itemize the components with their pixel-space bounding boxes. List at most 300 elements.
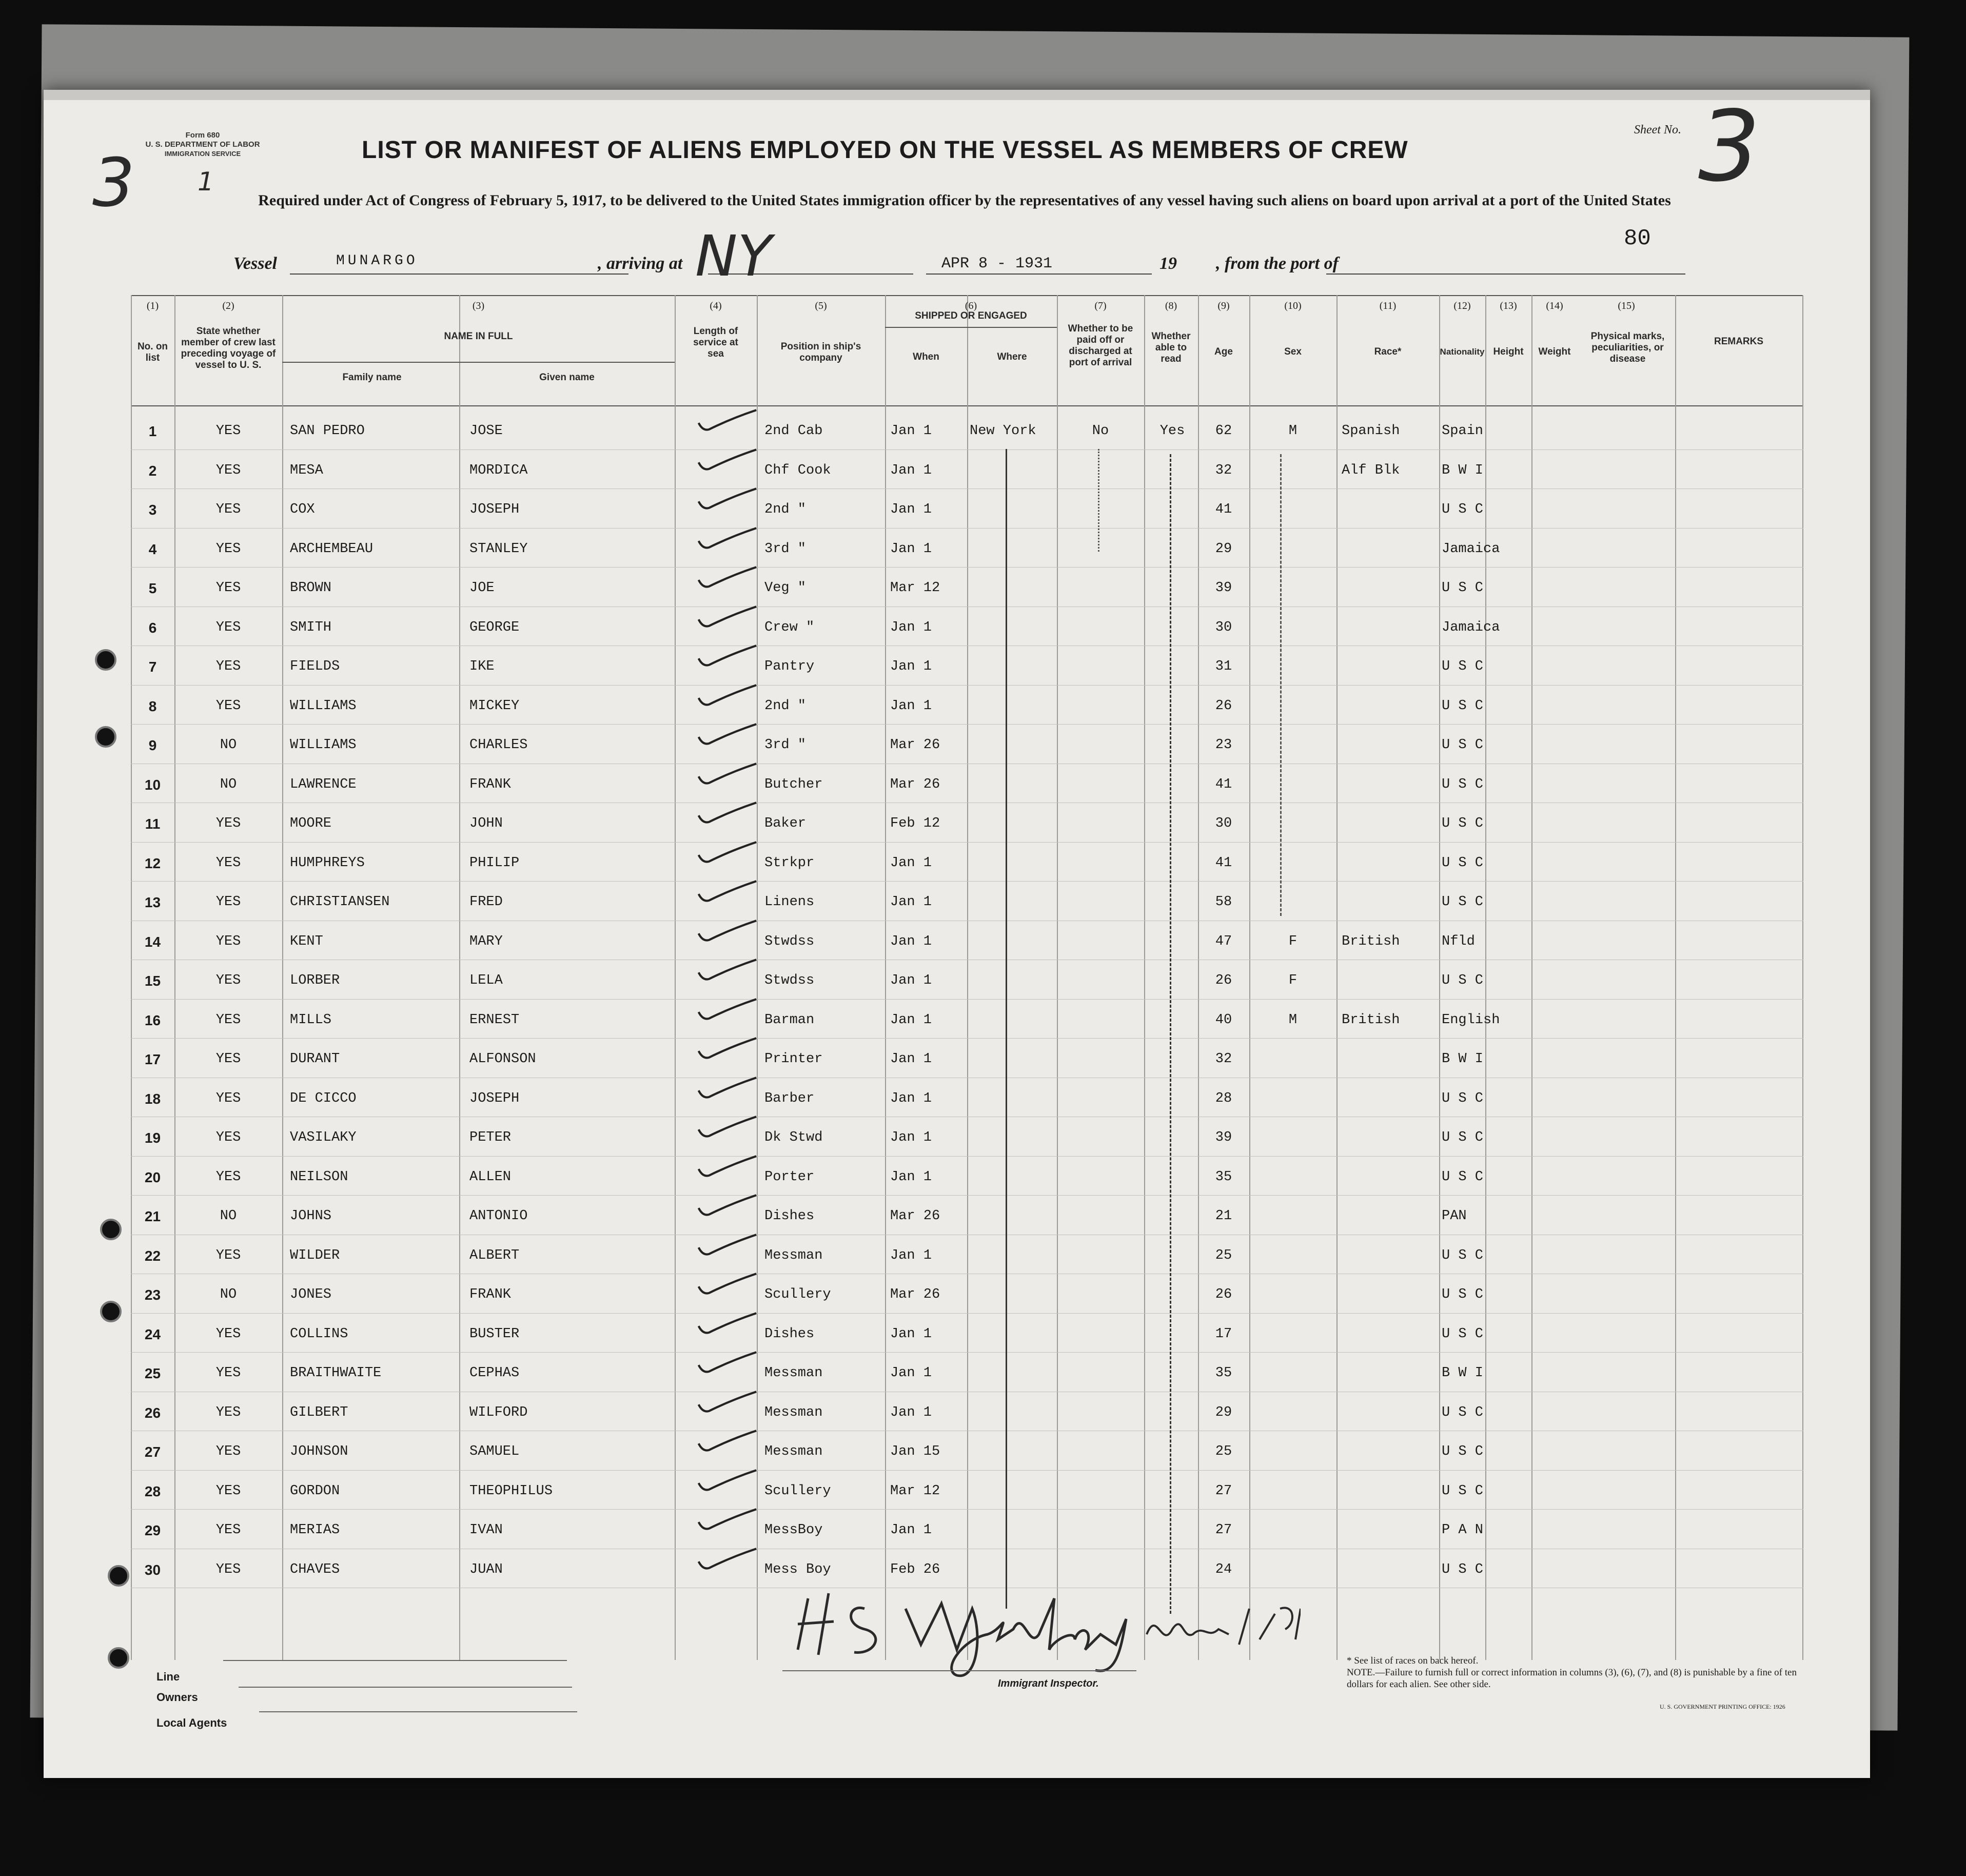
cell-family: MILLS [290,1012,332,1028]
col-num: (11) [1379,300,1397,311]
check-mark [690,1193,767,1219]
cell-no: 27 [144,1444,161,1460]
cell-no: 1 [148,423,157,439]
col-num: (12) [1453,300,1471,311]
cell-when: Jan 1 [890,1012,932,1028]
form-number: Form 680 [185,131,220,140]
check-mark [690,604,767,630]
cell-given: FRANK [469,776,512,792]
cell-family: WILLIAMS [290,737,357,753]
hdr-height: Height [1493,346,1524,357]
cell-prev: NO [220,1208,237,1224]
cell-nat: Spain [1442,423,1484,439]
cell-family: BRAITHWAITE [290,1365,382,1381]
cell-age: 26 [1215,698,1232,714]
inspector-signature [788,1578,1301,1680]
cell-family: DURANT [290,1051,340,1067]
col-rule [675,295,676,1660]
cell-given: PHILIP [469,855,520,871]
hdr-race: Race* [1374,346,1402,357]
cell-nat: U S C [1442,1326,1484,1342]
cell-age: 41 [1215,502,1232,517]
cell-prev: YES [215,933,241,949]
cell-when: Mar 12 [890,1483,940,1499]
hdr-sex: Sex [1284,346,1302,357]
arriving-label: , arriving at [598,254,683,273]
page-title: LIST OR MANIFEST OF ALIENS EMPLOYED ON THE VESSEL AS MEMBERS OF CREW [362,136,1408,164]
cell-given: CEPHAS [469,1365,520,1381]
cell-family: BROWN [290,580,332,596]
row-rule [131,1509,1803,1510]
hdr-prev-voyage: State whether member of crew last preceding voyage of vessel to U. S. [181,326,276,370]
cell-age: 27 [1215,1483,1232,1499]
cell-given: ALFONSON [469,1051,536,1067]
check-mark [690,486,767,512]
cell-position: Butcher [764,776,823,792]
ditto-paid [1098,449,1099,552]
cell-no: 16 [144,1012,161,1028]
cell-sex: M [1288,423,1297,439]
cell-nat: Jamaica [1442,619,1500,635]
cell-given: ALLEN [469,1169,512,1185]
cell-age: 30 [1215,816,1232,831]
cell-given: BUSTER [469,1326,520,1342]
cell-nat: U S C [1442,973,1484,988]
count-stamp: 80 [1624,226,1651,251]
col-rule [174,295,175,1660]
cell-prev: YES [215,1326,241,1342]
cell-no: 17 [144,1051,161,1067]
col-num: (2) [222,300,234,311]
cell-age: 25 [1215,1444,1232,1459]
hdr-where: Where [997,351,1027,362]
owners-label: Owners [156,1691,198,1704]
row-rule [131,488,1803,489]
vessel-name: MUNARGO [336,253,418,269]
cell-family: CHRISTIANSEN [290,894,390,910]
cell-age: 35 [1215,1365,1232,1381]
col-num: (13) [1500,300,1517,311]
hdr-given: Given name [539,372,595,383]
cell-sex: F [1288,973,1297,988]
cell-no: 9 [148,737,157,753]
check-mark [690,1468,767,1494]
sheet-number: 3 [1698,90,1760,203]
cell-age: 29 [1215,1404,1232,1420]
cell-position: Scullery [764,1287,831,1302]
cell-when: Jan 1 [890,1051,932,1067]
cell-no: 4 [148,541,157,557]
check-mark [690,722,767,748]
cell-prev: YES [215,423,241,439]
cell-when: Jan 1 [890,855,932,871]
service: IMMIGRATION SERVICE [164,150,241,158]
cell-family: FIELDS [290,659,340,674]
row-rule [131,567,1803,568]
cell-given: JOHN [469,816,503,831]
cell-nat: U S C [1442,894,1484,910]
cell-age: 32 [1215,462,1232,478]
hdr-no: No. on list [137,341,168,363]
col-num: (4) [710,300,722,311]
check-mark [690,840,767,866]
row-rule [131,842,1803,843]
footnote-fine: NOTE.—Failure to furnish full or correct information in columns (3), (6), (7), and (8) is punishable by a fine of ten dollars for each alien. See other side. [1347,1667,1797,1690]
cell-when: Jan 15 [890,1444,940,1459]
cell-family: LORBER [290,973,340,988]
row-rule [131,1038,1803,1039]
binder-hole [108,1565,129,1587]
cell-no: 2 [148,462,157,479]
name-rule [282,362,675,363]
check-mark [690,1547,767,1572]
cell-given: PETER [469,1130,512,1145]
cell-when: Jan 1 [890,698,932,714]
check-mark [690,1272,767,1297]
cell-nat: Jamaica [1442,541,1500,557]
cell-given: ANTONIO [469,1208,528,1224]
col-num: (14) [1546,300,1563,311]
cell-given: IVAN [469,1522,503,1538]
shipped-rule [885,327,1057,328]
col-rule [885,295,886,1660]
row-rule [131,685,1803,686]
cell-when: Jan 1 [890,423,932,439]
hdr-position: Position in ship's company [780,341,861,363]
cell-no: 26 [144,1404,161,1421]
col-num: (6) [965,300,977,311]
cell-read: Yes [1159,423,1185,439]
cell-position: Mess Boy [764,1561,831,1577]
cell-nat: Nfld [1442,933,1475,949]
cell-age: 39 [1215,580,1232,596]
cell-no: 5 [148,580,157,596]
check-mark [690,683,767,709]
cell-family: SAN PEDRO [290,423,365,439]
check-mark [690,1350,767,1376]
cell-given: JOSEPH [469,502,520,517]
check-mark [690,565,767,591]
check-mark [690,1390,767,1415]
top-strip [44,90,1870,100]
col-rule [1336,295,1338,1660]
hdr-family: Family name [342,372,402,383]
cell-prev: YES [215,1444,241,1459]
cell-age: 31 [1215,659,1232,674]
cell-position: 2nd " [764,698,807,714]
cell-age: 26 [1215,1287,1232,1302]
cell-nat: U S C [1442,580,1484,596]
corner-mark-2: 1 [198,167,214,197]
ditto-where [1006,449,1007,1609]
cell-age: 39 [1215,1130,1232,1145]
year-label: 19 [1159,254,1177,273]
cell-position: Linens [764,894,815,910]
cell-nat: U S C [1442,1130,1484,1145]
corner-mark: 3 [92,144,135,222]
cell-nat: U S C [1442,1444,1484,1459]
cell-age: 62 [1215,423,1232,439]
cell-given: THEOPHILUS [469,1483,553,1499]
cell-position: Dishes [764,1326,815,1342]
cell-given: FRED [469,894,503,910]
cell-when: Mar 26 [890,1208,940,1224]
cell-position: Printer [764,1051,823,1067]
cell-nat: B W I [1442,462,1484,478]
cell-given: STANLEY [469,541,528,557]
row-rule [131,881,1803,882]
cell-given: MORDICA [469,462,528,478]
cell-family: CHAVES [290,1561,340,1577]
cell-when: Jan 1 [890,1522,932,1538]
cell-family: MOORE [290,816,332,831]
hdr-paid-off: Whether to be paid off or discharged at port of arrival [1068,323,1133,368]
cell-position: Chf Cook [764,462,831,478]
arrival-date: APR 8 - 1931 [941,255,1053,272]
binder-hole [100,1219,122,1240]
cell-no: 19 [144,1130,161,1146]
cell-when: Jan 1 [890,1169,932,1185]
cell-prev: YES [215,973,241,988]
cell-family: JONES [290,1287,332,1302]
cell-family: JOHNSON [290,1444,348,1459]
cell-age: 47 [1215,933,1232,949]
cell-sex: F [1288,933,1297,949]
cell-age: 32 [1215,1051,1232,1067]
cell-age: 25 [1215,1247,1232,1263]
cell-prev: YES [215,816,241,831]
hdr-when: When [913,351,939,362]
crew-table [131,295,1803,1660]
cell-position: Porter [764,1169,815,1185]
check-mark [690,1036,767,1062]
cell-prev: YES [215,1012,241,1028]
cell-family: GILBERT [290,1404,348,1420]
cell-no: 25 [144,1365,161,1381]
cell-prev: YES [215,1365,241,1381]
hdr-read: Whether able to read [1151,331,1191,364]
cell-when: Mar 12 [890,580,940,596]
cell-age: 17 [1215,1326,1232,1342]
cell-nat: U S C [1442,1287,1484,1302]
cell-given: SAMUEL [469,1444,520,1459]
cell-position: Barber [764,1090,815,1106]
cell-prev: YES [215,580,241,596]
cell-no: 3 [148,502,157,518]
cell-when: Jan 1 [890,1247,932,1263]
cell-position: Dk Stwd [764,1130,823,1145]
cell-position: MessBoy [764,1522,823,1538]
cell-position: 2nd Cab [764,423,823,439]
cell-given: JOSEPH [469,1090,520,1106]
check-mark [690,957,767,983]
cell-when: Jan 1 [890,462,932,478]
cell-prev: YES [215,1051,241,1067]
binder-hole [100,1301,122,1322]
cell-position: Stwdss [764,933,815,949]
check-mark [690,1115,767,1140]
cell-family: DE CICCO [290,1090,357,1106]
col-num: (9) [1217,300,1230,311]
col-rule [1057,295,1058,1660]
cell-family: MERIAS [290,1522,340,1538]
cell-family: WILDER [290,1247,340,1263]
check-mark [690,643,767,669]
col-rule [1144,295,1145,1660]
cell-nat: U S C [1442,1090,1484,1106]
cell-nat: U S C [1442,698,1484,714]
cell-nat: U S C [1442,737,1484,753]
cell-no: 28 [144,1483,161,1499]
cell-age: 27 [1215,1522,1232,1538]
cell-prev: YES [215,855,241,871]
col-rule [967,295,968,1660]
cell-family: HUMPHREYS [290,855,365,871]
cell-given: ERNEST [469,1012,520,1028]
cell-nat: U S C [1442,1483,1484,1499]
cell-prev: YES [215,502,241,517]
cell-given: WILFORD [469,1404,528,1420]
cell-no: 29 [144,1522,161,1538]
cell-prev: YES [215,1169,241,1185]
cell-age: 26 [1215,973,1232,988]
cell-prev: NO [220,1287,237,1302]
check-mark [690,447,767,473]
check-mark [690,1507,767,1533]
cell-race: Spanish [1342,423,1400,439]
from-line [1326,273,1685,275]
manifest-sheet [44,90,1870,1778]
cell-nat: U S C [1442,816,1484,831]
cell-age: 24 [1215,1561,1232,1577]
vessel-line [290,273,628,275]
agents-underline [259,1711,577,1712]
cell-family: MESA [290,462,323,478]
cell-prev: NO [220,776,237,792]
inspector-line [782,1670,1136,1671]
cell-age: 28 [1215,1090,1232,1106]
cell-nat: B W I [1442,1365,1484,1381]
col-num: (8) [1165,300,1177,311]
cell-age: 23 [1215,737,1232,753]
hdr-nationality: Nationality [1440,347,1485,357]
cell-age: 41 [1215,776,1232,792]
cell-nat: PAN [1442,1208,1467,1224]
row-rule [131,1470,1803,1471]
cell-prev: YES [215,1130,241,1145]
check-mark [690,997,767,1023]
cell-position: Veg " [764,580,807,596]
cell-when: Jan 1 [890,1326,932,1342]
cell-family: JOHNS [290,1208,332,1224]
cell-given: MICKEY [469,698,520,714]
cell-age: 30 [1215,619,1232,635]
check-mark [690,879,767,905]
cell-given: ALBERT [469,1247,520,1263]
row-rule [131,724,1803,725]
col-num: (15) [1618,300,1635,311]
cell-position: Messman [764,1444,823,1459]
cell-when: Jan 1 [890,894,932,910]
row-rule [131,1313,1803,1314]
cell-when: Mar 26 [890,776,940,792]
cell-no: 6 [148,619,157,636]
cell-when: Jan 1 [890,1404,932,1420]
cell-prev: YES [215,619,241,635]
printer-imprint: U. S. GOVERNMENT PRINTING OFFICE: 1926 [1660,1703,1785,1710]
check-mark [690,1233,767,1258]
cell-when: Jan 1 [890,973,932,988]
cell-family: ARCHEMBEAU [290,541,373,557]
cell-family: LAWRENCE [290,776,357,792]
cell-when: Jan 1 [890,1090,932,1106]
ditto-read [1170,454,1171,1614]
row-rule [131,1195,1803,1196]
cell-given: LELA [469,973,503,988]
line-underline [223,1660,567,1661]
cell-prev: YES [215,698,241,714]
binder-hole [95,649,116,671]
col-num: (5) [815,300,827,311]
cell-no: 15 [144,973,161,989]
col-num: (1) [146,300,159,311]
col-rule [1675,295,1676,1660]
col-num: (10) [1284,300,1302,311]
cell-position: Strkpr [764,855,815,871]
cell-family: SMITH [290,619,332,635]
cell-no: 7 [148,659,157,675]
date-line [926,273,1152,275]
cell-when: Jan 1 [890,659,932,674]
cell-no: 14 [144,933,161,950]
row-rule [131,999,1803,1000]
hdr-age: Age [1214,346,1233,357]
cell-family: NEILSON [290,1169,348,1185]
cell-position: Messman [764,1404,823,1420]
cell-given: JUAN [469,1561,503,1577]
cell-when: Mar 26 [890,1287,940,1302]
cell-given: JOE [469,580,495,596]
vessel-label: Vessel [233,254,277,273]
cell-no: 24 [144,1326,161,1342]
arriving-port: NY [695,223,772,289]
cell-position: 3rd " [764,541,807,557]
cell-nat: U S C [1442,776,1484,792]
cell-prev: YES [215,1247,241,1263]
cell-prev: NO [220,737,237,753]
cell-no: 10 [144,776,161,793]
cell-when: Jan 1 [890,933,932,949]
cell-position: Stwdss [764,973,815,988]
cell-nat: U S C [1442,1169,1484,1185]
cell-sex: M [1288,1012,1297,1028]
cell-prev: YES [215,1522,241,1538]
binder-hole [108,1647,129,1669]
cell-no: 21 [144,1208,161,1224]
cell-position: Crew " [764,619,815,635]
cell-when: Feb 12 [890,816,940,831]
cell-paid: No [1092,423,1109,439]
cell-age: 41 [1215,855,1232,871]
cell-when: Jan 1 [890,619,932,635]
hdr-remarks: REMARKS [1714,336,1764,347]
check-mark [690,408,767,434]
cell-given: MARY [469,933,503,949]
subtitle: Required under Act of Congress of February 5, 1917, to be delivered to the United States immigration officer by the representatives of any vessel having such aliens on board upon arrival at a port of the United States [258,192,1671,209]
cell-prev: YES [215,462,241,478]
cell-race: Alf Blk [1342,462,1400,478]
cell-no: 23 [144,1287,161,1303]
